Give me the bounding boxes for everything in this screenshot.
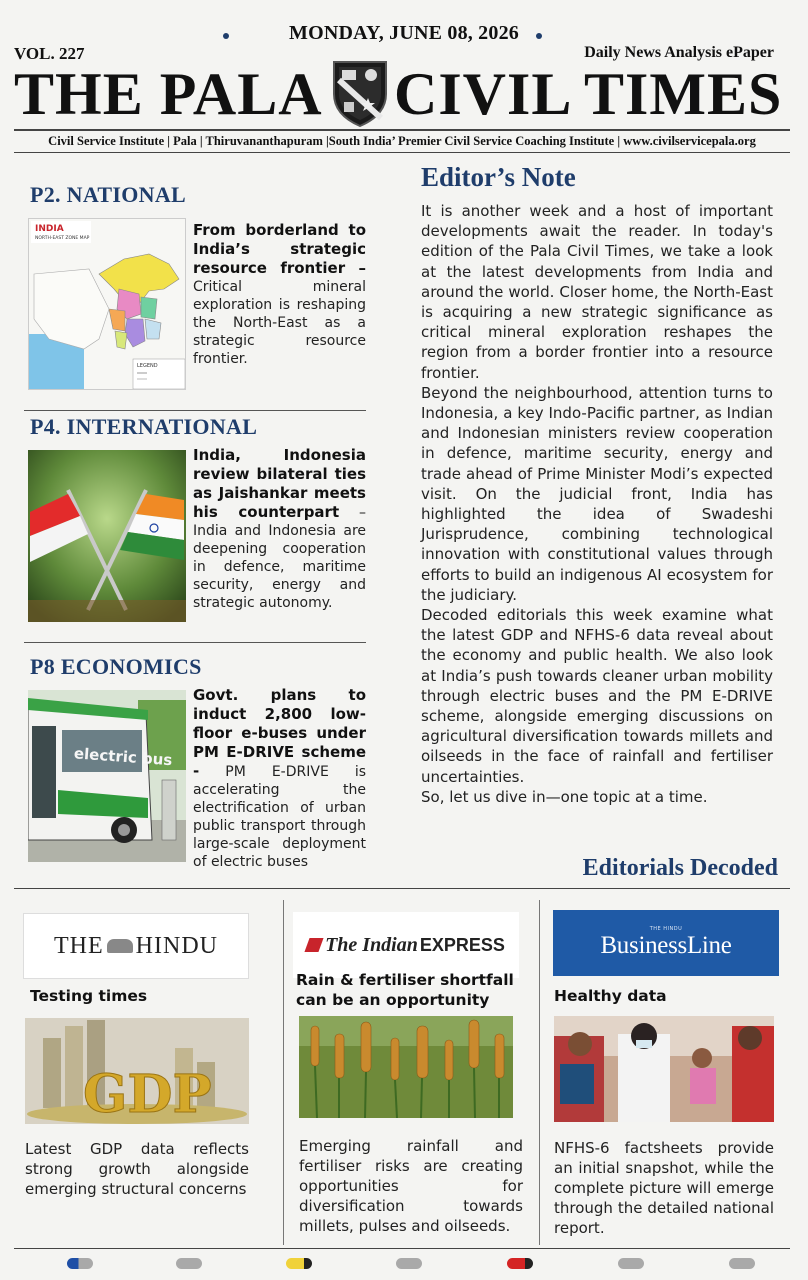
editors-note-title: Editor’s Note (421, 162, 576, 192)
page-dot-3[interactable] (286, 1258, 312, 1269)
masthead-rule-bottom (14, 152, 790, 153)
story-summary: India and Indonesia are deepening cooperation in defence, maritime security, energy and strategic autonomy. (193, 523, 366, 611)
section-divider (24, 642, 366, 643)
editorials-rule (14, 888, 790, 889)
issue-date: MONDAY, JUNE 08, 2026 (289, 22, 519, 44)
gdp-coins-image[interactable] (25, 1018, 249, 1124)
page-dot-1[interactable] (67, 1258, 93, 1269)
column-divider (283, 900, 284, 1245)
gdp-image-text: GDP (83, 1064, 212, 1124)
column-divider (539, 900, 540, 1245)
editorial-headline[interactable]: Healthy data (554, 987, 667, 1005)
story-dash: – (359, 505, 366, 521)
map-subtitle: NORTH-EAST ZONE MAP (35, 236, 90, 241)
logo-text-right: HINDU (135, 932, 218, 959)
logo-text-left: The Indian (325, 933, 418, 956)
millet-field-image[interactable] (299, 1016, 513, 1118)
map-title: INDIA (35, 224, 64, 234)
the-hindu-logo[interactable] (23, 913, 249, 979)
story-title: India, Indonesia review bilateral ties as Jaishankar meets his counterpart (193, 446, 366, 521)
express-mark-icon (305, 938, 324, 952)
masthead-title-right: CIVIL TIMES (394, 61, 783, 127)
editorial-summary: Emerging rainfall and fertiliser risks are creating opportunities for diversification towards millets, pulses and oilseeds. (299, 1137, 523, 1235)
masthead-title-left: THE PALA (14, 61, 323, 127)
crest-icon (330, 58, 390, 128)
editorial-headline[interactable]: Rain & fertiliser shortfall can be an opportunity (296, 971, 514, 1009)
editors-note-body (421, 201, 773, 807)
institute-subline: Civil Service Institute | Pala | Thiruvananthapuram |South India’ Premier Civil Service Coaching Institute | www.civilservicepala.org (48, 134, 756, 148)
editors-note-paragraph: Decoded editorials this week examine what the latest GDP and NFHS-6 data reveal about the economy and public health. We also look at India’s push towards cleaner urban mobility through electric buses and the PM E-DRIVE scheme, alongside emerging discussions on agricultural diversification towards millets and oilseeds in the face of rainfall and fertiliser uncertainties. (421, 606, 773, 786)
story-title: From borderland to India’s strategic resource frontier – (193, 221, 366, 277)
editors-note-paragraph: So, let us dive in—one topic at a time. (421, 787, 708, 806)
businessline-small-label: THE HINDU (649, 926, 683, 932)
page-dot-2[interactable] (176, 1258, 202, 1269)
story-summary: Critical mineral exploration is reshaping the North-East as a strategic resource frontier. (193, 279, 366, 367)
editorials-decoded-heading: Editorials Decoded (582, 855, 778, 881)
child-healthcare-image[interactable] (554, 1016, 774, 1122)
footer-rule (14, 1248, 790, 1249)
editorial-headline[interactable]: Testing times (30, 987, 148, 1005)
electric-bus-image[interactable] (28, 690, 186, 862)
northeast-map-image[interactable] (28, 218, 186, 390)
logo-text-left: THE (54, 932, 104, 959)
section-heading-economics: P8 ECONOMICS (30, 654, 202, 679)
volume-number: VOL. 227 (14, 44, 85, 63)
logo-text-right: EXPRESS (419, 934, 505, 955)
editorial-summary: Latest GDP data reflects strong growth alongside emerging structural concerns (25, 1140, 249, 1198)
story-economics[interactable] (193, 686, 366, 871)
page-dot-7[interactable] (729, 1258, 755, 1269)
masthead-rule-top (14, 129, 790, 131)
section-heading-international: P4. INTERNATIONAL (30, 414, 258, 439)
editors-note-paragraph: Beyond the neighbourhood, attention turns to Indonesia, a key Indo-Pacific partner, as Indian and Indonesian ministers review cooperation in defence, maritime security, energy and trade ahead of Prime Minister Modi’s expected visit. On the judicial front, India has highlighted the idea of Swadeshi Jurisprudence, combining technological innovation with constitutional values through efforts to build an indigenous AI ecosystem for the judiciary. (421, 383, 773, 604)
bus-side-label: electric bus (73, 744, 173, 770)
tagline: Daily News Analysis ePaper (584, 44, 774, 61)
page-dot-5[interactable] (507, 1258, 533, 1269)
section-divider (24, 410, 366, 411)
story-summary: PM E-DRIVE is accelerating the electrification of urban public transport through large-scale deployment of electric buses (193, 764, 367, 870)
editorial-summary: NFHS-6 factsheets provide an initial snapshot, while the complete picture will emerge through the detailed national report. (554, 1139, 774, 1237)
map-legend-label: LEGEND (137, 363, 158, 369)
section-heading-national: P2. NATIONAL (30, 182, 186, 207)
hindu-emblem-icon (107, 939, 133, 953)
story-title: Govt. plans to induct 2,800 low-floor e-buses under PM E-DRIVE scheme - (193, 686, 366, 780)
editors-note-paragraph: It is another week and a host of important developments await the reader. In today's edition of the Pala Civil Times, we take a look at the latest developments from India and around the world. Closer home, the North-East is acquiring a new strategic significance as critical mineral exploration reshapes the region from a border frontier into a resource frontier. (421, 202, 773, 382)
indian-express-logo[interactable] (293, 912, 519, 978)
story-national[interactable] (193, 221, 366, 368)
page-dot-6[interactable] (618, 1258, 644, 1269)
story-international[interactable] (193, 446, 366, 612)
businessline-logo[interactable] (553, 910, 779, 976)
page-dot-4[interactable] (396, 1258, 422, 1269)
logo-text: BusinessLine (600, 932, 732, 959)
india-indonesia-flags-image[interactable] (28, 450, 186, 622)
